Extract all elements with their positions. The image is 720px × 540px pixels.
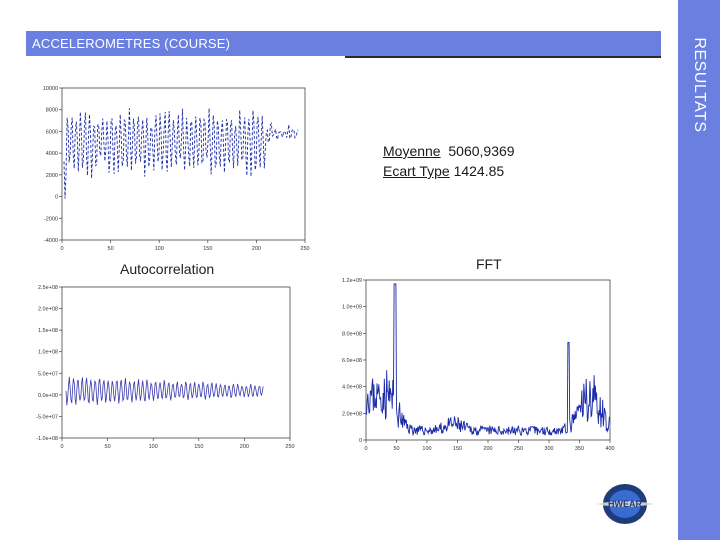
y-tick-label: 1.2e+09 [341, 278, 362, 284]
y-tick-label: 6.0e+08 [341, 358, 362, 364]
fft-series [366, 284, 609, 435]
x-tick-label: 200 [239, 444, 249, 450]
side-band [678, 0, 720, 540]
plot-frame [366, 280, 610, 440]
x-tick-label: 250 [285, 444, 295, 450]
signal-chart [30, 82, 315, 252]
y-tick-label: 8.0e+08 [341, 331, 362, 338]
hwear-logo [590, 480, 660, 528]
x-tick-label: 0 [60, 246, 64, 252]
y-tick-label: 6000 [45, 129, 58, 136]
x-tick-label: 200 [483, 446, 493, 452]
autocorrelation-caption: Autocorrelation [120, 261, 215, 277]
x-tick-label: 350 [574, 446, 585, 452]
y-tick-label: -1.0e+08 [36, 436, 58, 442]
autocorrelation-series [66, 377, 263, 406]
plot-frame [62, 88, 305, 240]
x-tick-label: 150 [194, 444, 204, 450]
section-header [26, 31, 661, 56]
x-tick-label: 300 [544, 446, 554, 452]
y-tick-label: 2000 [45, 172, 58, 179]
y-tick-label: -4000 [43, 238, 58, 244]
y-tick-label: 1.0e+08 [37, 349, 58, 356]
y-tick-label: 0 [54, 194, 58, 201]
section-title: ACCELEROMETRES (COURSE) [32, 36, 231, 51]
y-tick-label: 4000 [45, 151, 58, 158]
x-tick-label: 100 [154, 246, 164, 252]
x-tick-label: 0 [364, 446, 368, 452]
y-tick-label: -5.0e+07 [36, 414, 58, 421]
y-tick-label: 0.0e+00 [37, 392, 58, 399]
y-tick-label: 4.0e+08 [341, 384, 362, 391]
x-tick-label: 250 [300, 246, 310, 252]
fft-caption: FFT [476, 256, 502, 272]
logo-text: HWEAR [608, 499, 642, 509]
y-tick-label: 2.0e+08 [341, 411, 362, 418]
x-tick-label: 50 [107, 246, 114, 252]
std-row [383, 161, 515, 181]
fft-chart [338, 274, 620, 456]
x-tick-label: 200 [251, 246, 261, 252]
x-tick-label: 400 [605, 446, 615, 452]
y-tick-label: 5.0e+07 [37, 371, 58, 378]
side-label: RESULTATS [691, 37, 708, 133]
mean-value: 5060,9369 [448, 143, 515, 159]
mean-row [383, 141, 515, 161]
x-tick-label: 100 [148, 444, 158, 450]
std-value: 1424.85 [453, 163, 505, 179]
autocorrelation-chart [28, 283, 298, 455]
mean-label: Moyenne [383, 143, 441, 159]
header-divider [345, 56, 661, 58]
x-tick-label: 150 [203, 246, 213, 252]
y-tick-label: 8000 [45, 107, 58, 114]
x-tick-label: 50 [393, 446, 400, 452]
std-label: Ecart Type [383, 163, 450, 179]
y-tick-label: 0 [358, 438, 362, 444]
stats-block [383, 141, 515, 181]
y-tick-label: 1.5e+08 [37, 328, 58, 335]
plot-frame [62, 287, 290, 438]
y-tick-label: 10000 [42, 86, 58, 92]
x-tick-label: 0 [60, 444, 64, 450]
y-tick-label: 2.0e+08 [37, 306, 58, 313]
x-tick-label: 100 [422, 446, 432, 452]
x-tick-label: 250 [513, 446, 524, 452]
y-tick-label: -2000 [43, 216, 58, 223]
signal-series [64, 108, 298, 198]
y-tick-label: 1.0e+09 [341, 304, 362, 311]
x-tick-label: 50 [104, 444, 111, 450]
y-tick-label: 2.5e+08 [37, 285, 58, 291]
x-tick-label: 150 [452, 446, 463, 452]
